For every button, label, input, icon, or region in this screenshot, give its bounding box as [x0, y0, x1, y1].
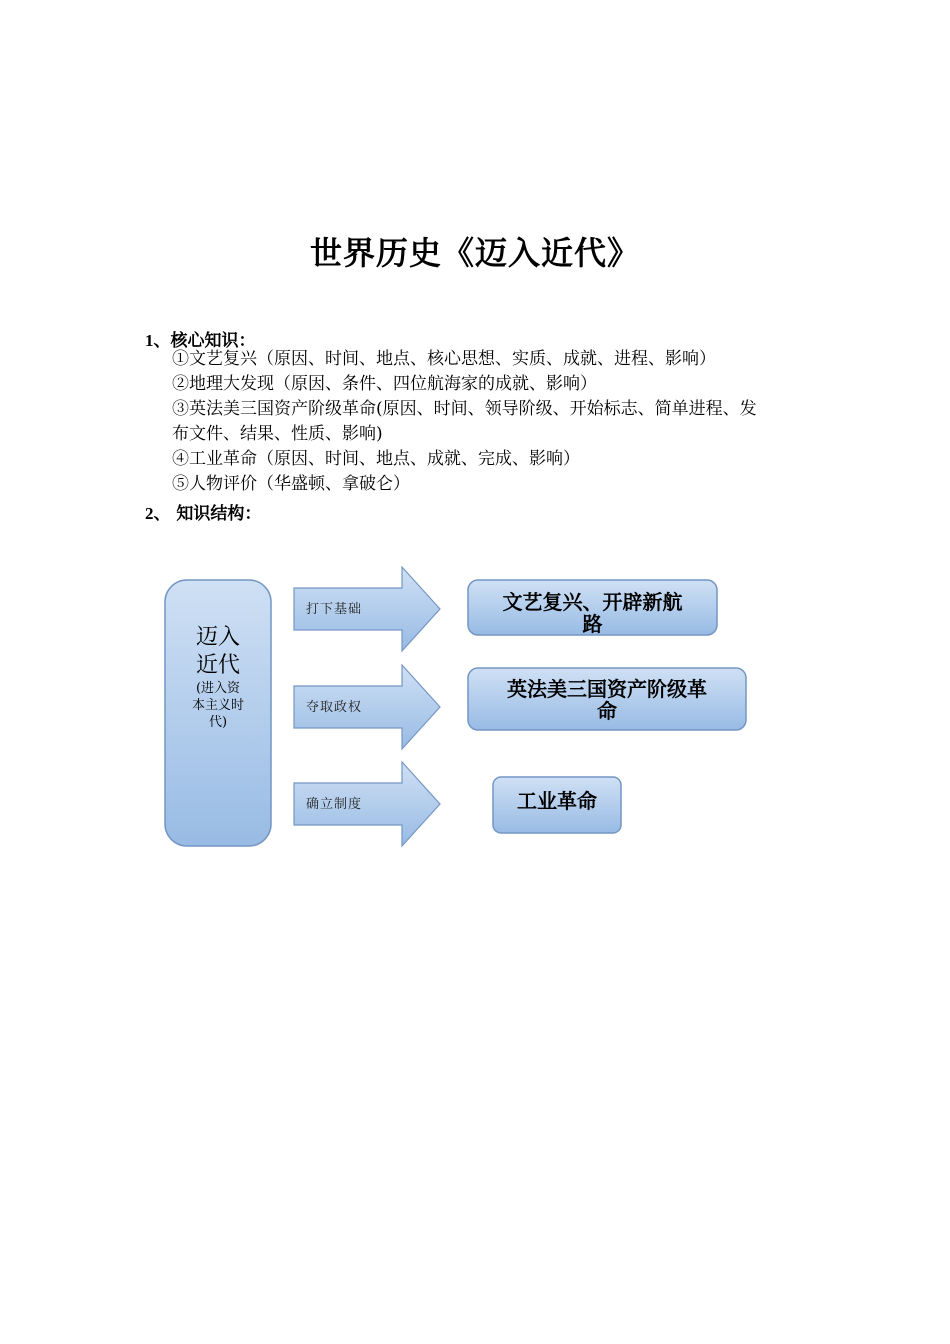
result-box-text — [493, 790, 621, 812]
arrow-label: 夺取政权 — [306, 700, 363, 715]
main-title-line: 近代 — [195, 653, 240, 678]
page-title: 世界历史《迈入近代》 — [309, 234, 640, 272]
result-line: 文艺复兴、开辟新航 — [502, 590, 683, 614]
knowledge-item: ⑤人物评价（华盛顿、拿破仑） — [172, 474, 410, 494]
knowledge-item: ①文艺复兴（原因、时间、地点、核心思想、实质、成就、进程、影响） — [172, 349, 716, 369]
main-box-subtitle — [165, 680, 271, 731]
result-box-text — [468, 591, 717, 635]
result-line: 路 — [582, 612, 603, 636]
main-sub-line: (进入资 — [195, 681, 241, 696]
knowledge-item: ③英法美三国资产阶级革命(原因、时间、领导阶级、开始标志、简单进程、发 — [172, 399, 757, 419]
result-line: 英法美三国资产阶级革 — [507, 677, 707, 701]
arrow-label: 确立制度 — [306, 797, 363, 812]
result-line: 命 — [597, 699, 617, 723]
main-box-title — [165, 624, 271, 680]
knowledge-item: ②地理大发现（原因、条件、四位航海家的成就、影响） — [172, 374, 597, 394]
main-sub-line: 本主义时 — [191, 698, 244, 713]
section-label: 知识结构： — [170, 504, 262, 524]
arrow-label: 打下基础 — [306, 602, 363, 617]
main-title-line: 迈入 — [195, 625, 240, 650]
section-number: 2、 — [145, 504, 171, 523]
section-number: 1、 — [145, 331, 171, 350]
main-sub-line: 代) — [208, 715, 228, 730]
section-label: 核心知识： — [170, 331, 256, 351]
knowledge-item: 布文件、结果、性质、影响) — [172, 424, 383, 444]
knowledge-item: ④工业革命（原因、时间、地点、成就、完成、影响） — [172, 449, 580, 469]
result-box-text — [468, 678, 746, 722]
result-line: 工业革命 — [517, 789, 597, 813]
